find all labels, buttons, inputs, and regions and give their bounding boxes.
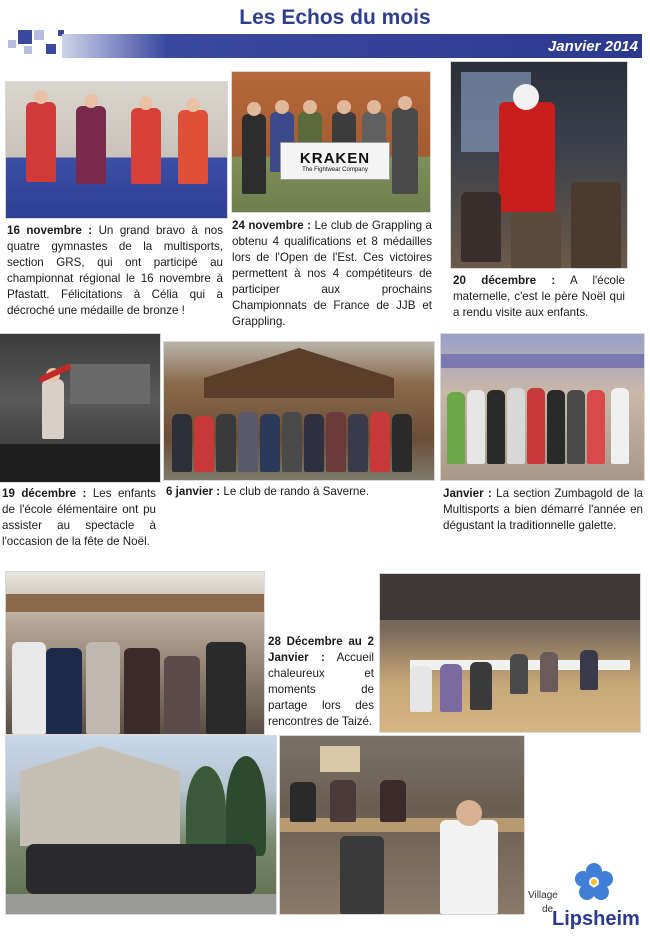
grappling-team-photo [232, 72, 430, 212]
article-santa [453, 273, 625, 321]
article-show [2, 486, 156, 550]
article-grappling [232, 218, 432, 330]
article-zumba [443, 486, 643, 534]
article-date: 19 décembre : [2, 487, 87, 500]
article-date: 20 décembre : [453, 274, 556, 287]
article-text: Accueil chaleureux et moments de partage lors des rencontres de Taizé. [268, 651, 374, 728]
article-date: 28 Décembre au 2 Janvier : [268, 635, 374, 664]
logo-line3: Lipsheim [552, 908, 640, 930]
article-date: 16 novembre : [7, 224, 93, 237]
kraken-banner: KRAKEN The Fightwear Company [280, 142, 390, 180]
article-text: Le club de rando à Saverne. [223, 485, 370, 498]
issue-month: Janvier 2014 [547, 38, 638, 55]
article-hiking [166, 484, 434, 500]
article-gymnasts [7, 223, 223, 319]
taize-crowd-photo [6, 572, 264, 734]
taize-dining-photo [380, 574, 640, 732]
article-text: A l'école maternelle, c'est le père Noël qui a rendu visite aux enfants. [453, 274, 625, 319]
article-date: Janvier : [443, 487, 492, 500]
logo-line1: Village [528, 890, 558, 901]
santa-photo [451, 62, 627, 268]
article-date: 24 novembre : [232, 219, 312, 232]
hiking-group-photo [164, 342, 434, 480]
gymnasts-photo [6, 82, 227, 218]
zumba-group-photo [441, 334, 644, 480]
article-date: 6 janvier : [166, 485, 221, 498]
village-logo [528, 862, 646, 938]
taize-church-photo [6, 736, 276, 914]
page-title: Les Echos du mois [239, 6, 431, 29]
article-text: Le club de Grappling a obtenu 4 qualifications et 8 médailles lors de l'Open de l'Est. Ces victoires permettent à nos 4 compétiteurs de participer aux prochains Championnats de France de JJB et Grappling. [232, 219, 432, 328]
article-taize [268, 634, 374, 730]
taize-meal-photo [280, 736, 524, 914]
logo-line2: de [542, 904, 554, 915]
show-stage-photo [0, 334, 160, 482]
flower-icon [574, 862, 614, 902]
article-text: La section Zumbagold de la Multisports a bien démarré l'année en dégustant la traditionnelle galette. [443, 487, 643, 532]
article-text: Les enfants de l'école élémentaire ont pu assister au spectacle à l'occasion de la fête de Noël. [2, 487, 156, 548]
article-text: Un grand bravo à nos quatre gymnastes de la multisports, section GRS, qui ont participé au championnat régional le 16 novembre à Pfastatt. Félicitations à Célia qui a décroché une médaille de bronze ! [7, 224, 224, 317]
